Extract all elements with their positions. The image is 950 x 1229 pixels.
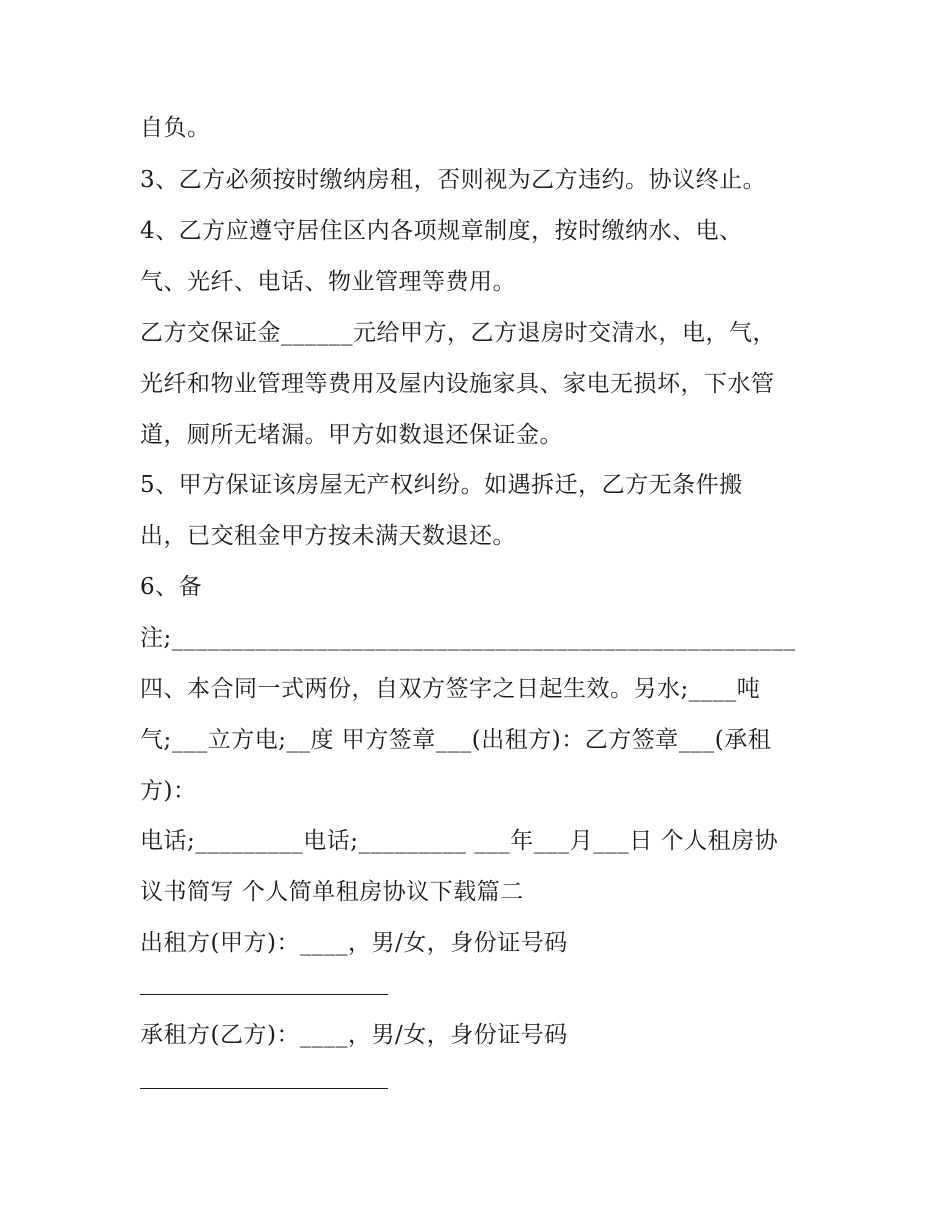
text-line-5: 乙方交保证金______元给甲方，乙方退房时交清水，电，气， <box>140 320 776 346</box>
text-line-17: 出租方(甲方)：____，男/女，身份证号码 <box>140 930 568 956</box>
text-line-16: 议书简写 个人简单租房协议下载篇二 <box>140 879 524 905</box>
text-line-13: 气;___立方电;__度 甲方签章___(出租方)：乙方签章___(承租 <box>140 727 772 753</box>
text-line-18: 承租方(乙方)：____，男/女，身份证号码 <box>140 1022 568 1048</box>
text-line-7: 道，厕所无堵漏。甲方如数退还保证金。 <box>140 422 563 448</box>
text-line-3: 4、乙方应遵守居住区内各项规章制度，按时缴纳水、电、 <box>140 218 743 244</box>
blank-underline-2 <box>140 1088 388 1089</box>
text-line-10: 6、备 <box>140 574 203 600</box>
text-line-15: 电话;_________电话;_________ ___年___月___日 个人租房协 <box>140 828 779 854</box>
text-line-1: 自负。 <box>140 115 211 141</box>
text-line-12: 四、本合同一式两份，自双方签字之日起生效。另水;____吨 <box>140 676 761 702</box>
text-line-8: 5、甲方保证该房屋无产权纠纷。如遇拆迁，乙方无条件搬 <box>140 472 743 498</box>
text-line-4: 气、光纤、电话、物业管理等费用。 <box>140 269 516 295</box>
blank-underline-1 <box>140 994 388 995</box>
text-line-14: 方)： <box>140 778 197 804</box>
text-line-6: 光纤和物业管理等费用及屋内设施家具、家电无损坏，下水管 <box>140 371 775 397</box>
text-line-11: 注;____________________________________________________ <box>140 625 796 651</box>
text-line-9: 出，已交租金甲方按未满天数退还。 <box>140 523 516 549</box>
text-line-2: 3、乙方必须按时缴纳房租，否则视为乙方违约。协议终止。 <box>140 167 767 193</box>
